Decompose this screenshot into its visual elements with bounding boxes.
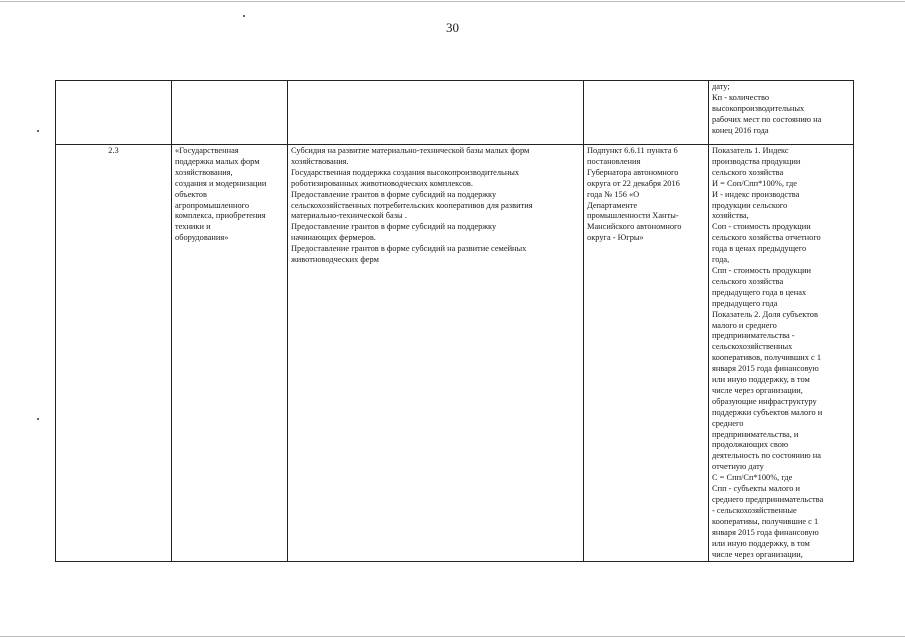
bottom-scan-edge: [0, 636, 905, 637]
cell-legal-basis: [584, 145, 709, 562]
cell-name: [172, 145, 288, 562]
top-scan-edge: [0, 1, 905, 2]
table-row: [56, 145, 854, 562]
row-legal-basis: Подпункт 6.6.11 пункта 6 постановления Губернатора автономного округа от 22 декабря 2016 года № 156 «О Департаменте промышленности Ханты- Мансийского автономного округа - Югры»: [587, 146, 682, 243]
cell-measures: [288, 145, 584, 562]
row-number: 2.3: [108, 146, 119, 155]
table-row: [56, 81, 854, 145]
cell-measures: [288, 81, 584, 145]
cell-indicator: [709, 145, 854, 562]
program-table: [55, 80, 854, 562]
indicator-text: дату; Кп - количество высокопроизводительных рабочих мест по состоянию на конец 2016 года: [712, 82, 822, 135]
margin-dot: [37, 130, 39, 132]
margin-dot: [37, 418, 39, 420]
cell-name: [172, 81, 288, 145]
row-name: «Государственная поддержка малых форм хозяйствования, создания и модернизации объектов агропромышленного комплекса, приобретения техники и оборудования»: [175, 146, 267, 243]
cell-number: [56, 145, 172, 562]
cell-indicator: [709, 81, 854, 145]
page-number: 30: [446, 20, 459, 35]
row-measures: Субсидия на развитие материально-технической базы малых форм хозяйствования. Государственная поддержка создания высокопроизводительных роботизированных животноводческих комплексов. Предоставление грантов в форме субсидий на поддержку сельскохозяйственных потребительских кооперативов для развития материально-технической базы . Предоставление грантов в форме субсидий на поддержку начинающих фермеров. Предоставление грантов в форме субсидий на развитие семейных животноводческих ферм: [291, 146, 533, 265]
margin-dot: [243, 15, 245, 17]
cell-number: [56, 81, 172, 145]
cell-legal-basis: [584, 81, 709, 145]
row-indicator: Показатель 1. Индекс производства продукции сельского хозяйства И = Соп/Спп*100%, где И - индекс производства продукции сельского хозяйства, Соп - стоимость продукции сельского хозяйства отчетного года в ценах предыдущего года, Спп - стоимость продукции сельского хозяйства предыдущего года в ценах предыдущего года Показатель 2. Доля субъектов малого и среднего предпринимательства - сельскохозяйственных кооперативов, получивших с 1 января 2015 года финансовую или иную поддержку, в том числе через организации, образующие инфраструктуру поддержки субъектов малого и среднего предпринимательства, и продолжающих свою деятельность по состоянию на отчетную дату С = Спп/Сп*100%, где Спп - субъекты малого и среднего предпринимательства - сельскохозяйственные кооперативы, получившие с 1 января 2015 года финансовую или иную поддержку, в том числе через организации,: [712, 146, 824, 559]
